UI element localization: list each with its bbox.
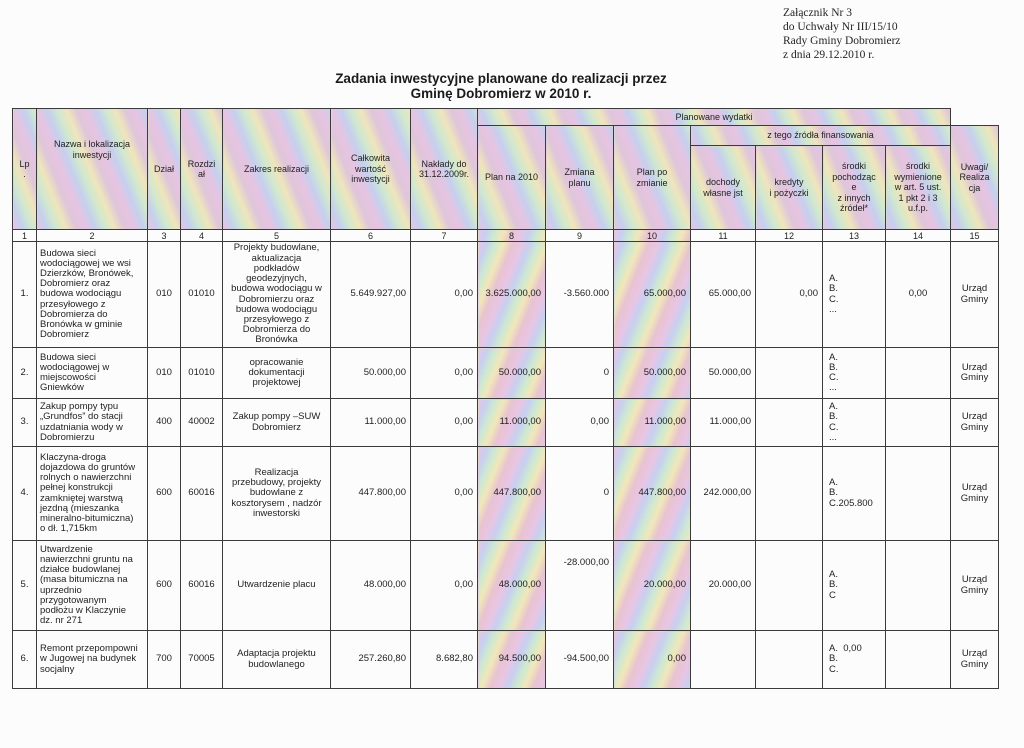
plan-2010: 94.500,00 [478, 631, 546, 689]
section-code: 010 [148, 348, 181, 399]
table-row [13, 399, 999, 447]
own-income [691, 631, 756, 689]
column-number: 9 [546, 230, 614, 242]
plan-after-change: 447.800,00 [614, 447, 691, 541]
column-number: 12 [756, 230, 823, 242]
spent-2009: 0,00 [411, 541, 478, 631]
header-spent-2009: Nakłady do 31.12.2009r. [411, 109, 478, 230]
header-plan-change: Zmiana planu [546, 126, 614, 230]
column-number: 1 [13, 230, 37, 242]
scope: Utwardzenie placu [223, 541, 331, 631]
art5-funds: 0,00 [886, 242, 951, 348]
remarks: Urząd Gminy [951, 348, 999, 399]
row-lp: 6. [13, 631, 37, 689]
header-remarks: Uwagi/ Realiza cja [951, 126, 999, 230]
annex-line: Rady Gminy Dobromierz [783, 35, 901, 47]
column-number: 8 [478, 230, 546, 242]
scope: Adaptacja projektu budowlanego [223, 631, 331, 689]
spent-2009: 8.682,80 [411, 631, 478, 689]
annex-line: z dnia 29.12.2010 r. [783, 49, 875, 61]
total-value: 5.649.927,00 [331, 242, 411, 348]
scope: opracowanie dokumentacji projektowej [223, 348, 331, 399]
column-number: 3 [148, 230, 181, 242]
loans [756, 541, 823, 631]
column-number: 6 [331, 230, 411, 242]
header-name: Nazwa i lokalizacja inwestycji [37, 109, 148, 230]
document-title [251, 71, 751, 101]
header-art5-funds: środki wymienione w art. 5 ust. 1 pkt 2 i 3 u.f.p. [886, 146, 951, 230]
column-number-row [13, 230, 999, 242]
subsection-code: 01010 [181, 348, 223, 399]
plan-after-change: 65.000,00 [614, 242, 691, 348]
column-number: 5 [223, 230, 331, 242]
column-number: 2 [37, 230, 148, 242]
title-line: Zadania inwestycyjne planowane do realizacji przez [335, 71, 667, 86]
header-lp: Lp . [13, 109, 37, 230]
art5-funds [886, 399, 951, 447]
own-income: 50.000,00 [691, 348, 756, 399]
other-sources: A. B. C. ... [823, 242, 886, 348]
art5-funds [886, 447, 951, 541]
plan-2010: 48.000,00 [478, 541, 546, 631]
annex-line: Załącznik Nr 3 [783, 7, 852, 19]
loans [756, 631, 823, 689]
plan-2010: 50.000,00 [478, 348, 546, 399]
investment-name: Zakup pompy typu „Grundfos” do stacji uzdatniania wody w Dobromierzu [37, 399, 148, 447]
header-scope: Zakres realizacji [223, 109, 331, 230]
column-number: 11 [691, 230, 756, 242]
spent-2009: 0,00 [411, 399, 478, 447]
column-number: 4 [181, 230, 223, 242]
other-sources: A. B. C.205.800 [823, 447, 886, 541]
plan-change: -3.560.000 [546, 242, 614, 348]
header-loans: kredyty i pożyczki [756, 146, 823, 230]
header-total-value: Całkowita wartość inwestycji [331, 109, 411, 230]
plan-after-change: 50.000,00 [614, 348, 691, 399]
art5-funds [886, 348, 951, 399]
subsection-code: 60016 [181, 541, 223, 631]
row-lp: 1. [13, 242, 37, 348]
investment-name: Budowa sieci wodociągowej w miejscowości Gniewków [37, 348, 148, 399]
plan-2010: 447.800,00 [478, 447, 546, 541]
investment-name: Klaczyna-droga dojazdowa do gruntów rolnych o nawierzchni pełnej konstrukcji zamkniętej warstwą jezdną (mieszanka mineralno-bitumiczna) o dł. 1,715km [37, 447, 148, 541]
subsection-code: 70005 [181, 631, 223, 689]
row-lp: 2. [13, 348, 37, 399]
table-row [13, 348, 999, 399]
row-lp: 4. [13, 447, 37, 541]
own-income: 20.000,00 [691, 541, 756, 631]
header-rozdzial: Rozdzi ał [181, 109, 223, 230]
section-code: 600 [148, 447, 181, 541]
art5-funds [886, 631, 951, 689]
own-income: 11.000,00 [691, 399, 756, 447]
other-sources: A. 0,00 B. C. [823, 631, 886, 689]
scope: Realizacja przebudowy, projekty budowlane z kosztorysem , nadzór inwestorski [223, 447, 331, 541]
header-plan-2010: Plan na 2010 [478, 126, 546, 230]
subsection-code: 60016 [181, 447, 223, 541]
section-code: 700 [148, 631, 181, 689]
plan-change: 0 [546, 447, 614, 541]
table-row [13, 242, 999, 348]
header-empty-corner [951, 109, 999, 126]
investment-name: Budowa sieci wodociągowej we wsi Dzierzków, Bronówek, Dobromierz oraz budowa wodociągu przesyłowego z Dobromierza do Bronówka w gminie Dobromierz [37, 242, 148, 348]
total-value: 11.000,00 [331, 399, 411, 447]
section-code: 010 [148, 242, 181, 348]
plan-change: 0,00 [546, 399, 614, 447]
investment-name: Remont przepompowni w Jugowej na budynek socjalny [37, 631, 148, 689]
scope: Projekty budowlane, aktualizacja podkładów geodezyjnych, budowa wodociągu w Dobromierzu oraz budowa wodociągu przesyłowego z Dobromierza do Bronówka [223, 242, 331, 348]
spent-2009: 0,00 [411, 348, 478, 399]
plan-after-change: 20.000,00 [614, 541, 691, 631]
total-value: 257.260,80 [331, 631, 411, 689]
header-other-sources: środki pochodząc e z innych źródeł* [823, 146, 886, 230]
title-line: Gminę Dobromierz w 2010 r. [410, 86, 592, 101]
investment-name: Utwardzenie nawierzchni gruntu na działce budowlanej (masa bitumiczna na uprzednio przygotowanym podłożu w Klaczynie dz. nr 271 [37, 541, 148, 631]
loans [756, 399, 823, 447]
loans [756, 348, 823, 399]
annex-note [783, 6, 901, 62]
plan-change: -94.500,00 [546, 631, 614, 689]
other-sources: A. B. C [823, 541, 886, 631]
investment-table [12, 108, 999, 689]
column-number: 15 [951, 230, 999, 242]
column-number: 7 [411, 230, 478, 242]
section-code: 400 [148, 399, 181, 447]
other-sources: A. B. C. ... [823, 399, 886, 447]
plan-2010: 3.625.000,00 [478, 242, 546, 348]
column-number: 13 [823, 230, 886, 242]
scope: Zakup pompy –SUW Dobromierz [223, 399, 331, 447]
remarks: Urząd Gminy [951, 541, 999, 631]
plan-after-change: 0,00 [614, 631, 691, 689]
header-own-income: dochody własne jst [691, 146, 756, 230]
header-funding-sources: z tego źródła finansowania [691, 126, 951, 146]
table-row [13, 631, 999, 689]
row-lp: 5. [13, 541, 37, 631]
annex-line: do Uchwały Nr III/15/10 [783, 21, 898, 33]
spent-2009: 0,00 [411, 242, 478, 348]
subsection-code: 40002 [181, 399, 223, 447]
total-value: 447.800,00 [331, 447, 411, 541]
row-lp: 3. [13, 399, 37, 447]
header-row [13, 109, 999, 126]
subsection-code: 01010 [181, 242, 223, 348]
total-value: 48.000,00 [331, 541, 411, 631]
other-sources: A. B. C. ... [823, 348, 886, 399]
column-number: 10 [614, 230, 691, 242]
remarks: Urząd Gminy [951, 631, 999, 689]
header-plan-after-change: Plan po zmianie [614, 126, 691, 230]
plan-change: 0 [546, 348, 614, 399]
table-row [13, 447, 999, 541]
plan-change: -28.000,00 [546, 541, 614, 631]
column-number: 14 [886, 230, 951, 242]
loans: 0,00 [756, 242, 823, 348]
remarks: Urząd Gminy [951, 399, 999, 447]
remarks: Urząd Gminy [951, 447, 999, 541]
table-row [13, 541, 999, 631]
art5-funds [886, 541, 951, 631]
plan-after-change: 11.000,00 [614, 399, 691, 447]
header-dzial: Dział [148, 109, 181, 230]
loans [756, 447, 823, 541]
total-value: 50.000,00 [331, 348, 411, 399]
section-code: 600 [148, 541, 181, 631]
own-income: 242.000,00 [691, 447, 756, 541]
header-planned-expenses: Planowane wydatki [478, 109, 951, 126]
spent-2009: 0,00 [411, 447, 478, 541]
plan-2010: 11.000,00 [478, 399, 546, 447]
own-income: 65.000,00 [691, 242, 756, 348]
remarks: Urząd Gminy [951, 242, 999, 348]
